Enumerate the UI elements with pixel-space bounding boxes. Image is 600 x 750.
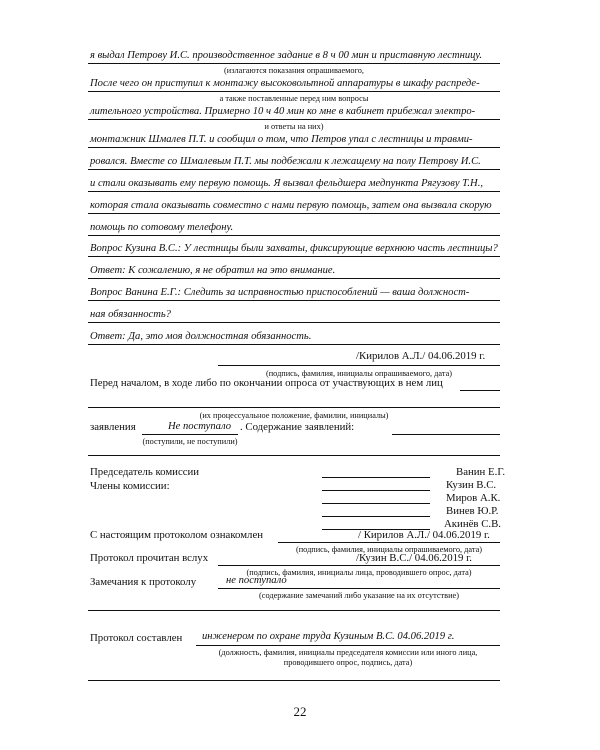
signature-line bbox=[218, 365, 500, 366]
read-caption: (подпись, фамилия, инициалы лица, проводившего опрос, дата) bbox=[246, 568, 472, 577]
underline bbox=[88, 63, 500, 64]
underline bbox=[88, 322, 500, 323]
answer-line: Ответ: Да, это моя должностная обязанность. bbox=[90, 331, 312, 342]
underline bbox=[88, 213, 500, 214]
compiled-label: Протокол составлен bbox=[90, 632, 183, 644]
participants-caption: (их процессуальное положение, фамилии, инициалы) bbox=[199, 411, 389, 420]
underline bbox=[88, 235, 500, 236]
commission-member-name: Акинёв С.В. bbox=[444, 518, 501, 530]
participants-line bbox=[88, 407, 500, 408]
underline bbox=[88, 147, 500, 148]
underline bbox=[88, 169, 500, 170]
question-line: ная обязанность? bbox=[90, 309, 171, 320]
underline bbox=[88, 191, 500, 192]
question-line: Вопрос Ванина Е.Г.: Следить за исправностью приспособлений — ваша должност- bbox=[90, 287, 470, 298]
remarks-label: Замечания к протоколу bbox=[90, 576, 197, 588]
underline bbox=[88, 300, 500, 301]
statements-content-label: . Содержание заявлений: bbox=[240, 421, 355, 433]
answer-line: Ответ: К сожалению, я не обратил на это внимание. bbox=[90, 265, 336, 276]
read-label: Протокол прочитан вслух bbox=[90, 552, 209, 564]
compiled-caption: проводившего опрос, подпись, дата) bbox=[283, 658, 413, 667]
commission-member-name: Миров А.К. bbox=[446, 492, 501, 504]
statement-line: лительного устройства. Примерно 10 ч 40 мин ко мне в кабинет прибежал электро- bbox=[90, 106, 476, 117]
signature-line bbox=[278, 542, 500, 543]
commission-chair-name: Ванин Е.Г. bbox=[456, 466, 506, 478]
commission-member-name: Винев Ю.Р. bbox=[446, 505, 499, 517]
statements-value-caption: (поступили, не поступили) bbox=[142, 437, 238, 446]
statements-intro-line bbox=[460, 390, 500, 391]
statements-value: Не поступало bbox=[168, 421, 232, 432]
commission-member-name: Кузин В.С. bbox=[446, 479, 497, 491]
signature-line bbox=[322, 503, 430, 504]
underline bbox=[88, 278, 500, 279]
statement-line: помощь по сотовому телефону. bbox=[90, 222, 234, 233]
remarks-line bbox=[218, 588, 500, 589]
underline bbox=[88, 119, 500, 120]
statements-label: заявления bbox=[90, 421, 136, 433]
respondent-signature-value: /Кирилов А.Л./ 04.06.2019 г. bbox=[356, 350, 486, 362]
signature-line bbox=[218, 565, 500, 566]
statement-line: ровался. Вместе со Шмалевым П.Т. мы подбежали к лежащему на полу Петрову И.С. bbox=[90, 156, 481, 167]
statement-line: которая стала оказывать совместно с нами первую помощь, затем она вызвала скорую bbox=[90, 200, 492, 211]
statement-caption: а также поставленные перед ним вопросы bbox=[219, 94, 369, 103]
statement-line: После чего он приступил к монтажу высоковольтной аппаратуры в шкафу распреде- bbox=[90, 78, 480, 89]
statement-caption: (излагаются показания опрашиваемого, bbox=[224, 66, 364, 75]
statement-line: и стали оказывать ему первую помощь. Я вызвал фельдшера медпункта Рягузову Т.Н., bbox=[90, 178, 483, 189]
statement-caption: и ответы на них) bbox=[264, 122, 324, 131]
compiled-value: инженером по охране труда Кузиным В.С. 04.06.2019 г. bbox=[202, 631, 455, 642]
statements-content-line bbox=[392, 434, 500, 435]
respondent-signature-caption: (подпись, фамилия, инициалы опрашиваемого, дата) bbox=[265, 369, 453, 378]
commission-chair-label: Председатель комиссии bbox=[90, 466, 200, 478]
compiled-extra-line bbox=[88, 680, 500, 681]
underline bbox=[88, 91, 500, 92]
commission-members-label: Члены комиссии: bbox=[90, 480, 170, 492]
compiled-caption: (должность, фамилия, инициалы председателя комиссии или иного лица, bbox=[218, 648, 478, 657]
compiled-line bbox=[196, 645, 500, 646]
acquainted-label: С настоящим протоколом ознакомлен bbox=[90, 529, 264, 541]
acquainted-caption: (подпись, фамилия, инициалы опрашиваемого, дата) bbox=[295, 545, 483, 554]
remarks-extra-line bbox=[88, 610, 500, 611]
signature-line bbox=[322, 490, 430, 491]
remarks-caption: (содержание замечаний либо указание на их отсутствие) bbox=[259, 591, 459, 600]
statement-line: монтажник Шмалев П.Т. и сообщил о том, что Петров упал с лестницы и травми- bbox=[90, 134, 473, 145]
statements-intro: Перед началом, в ходе либо по окончании опроса от участвующих в нем лиц bbox=[90, 377, 443, 389]
underline bbox=[88, 344, 500, 345]
acquainted-value: / Кирилов А.Л./ 04.06.2019 г. bbox=[358, 529, 490, 541]
remarks-value: не поступало bbox=[226, 575, 287, 586]
underline bbox=[88, 256, 500, 257]
question-line: Вопрос Кузина В.С.: У лестницы были захваты, фиксирующие верхнюю часть лестницы? bbox=[90, 243, 498, 254]
signature-line bbox=[322, 477, 430, 478]
statements-content-line bbox=[88, 455, 500, 456]
page-number: 22 bbox=[293, 704, 307, 719]
statement-line: я выдал Петрову И.С. производственное задание в 8 ч 00 мин и приставную лестницу. bbox=[90, 50, 483, 61]
read-value: /Кузин В.С./ 04.06.2019 г. bbox=[356, 552, 473, 564]
statements-value-line bbox=[142, 434, 238, 435]
signature-line bbox=[322, 516, 430, 517]
